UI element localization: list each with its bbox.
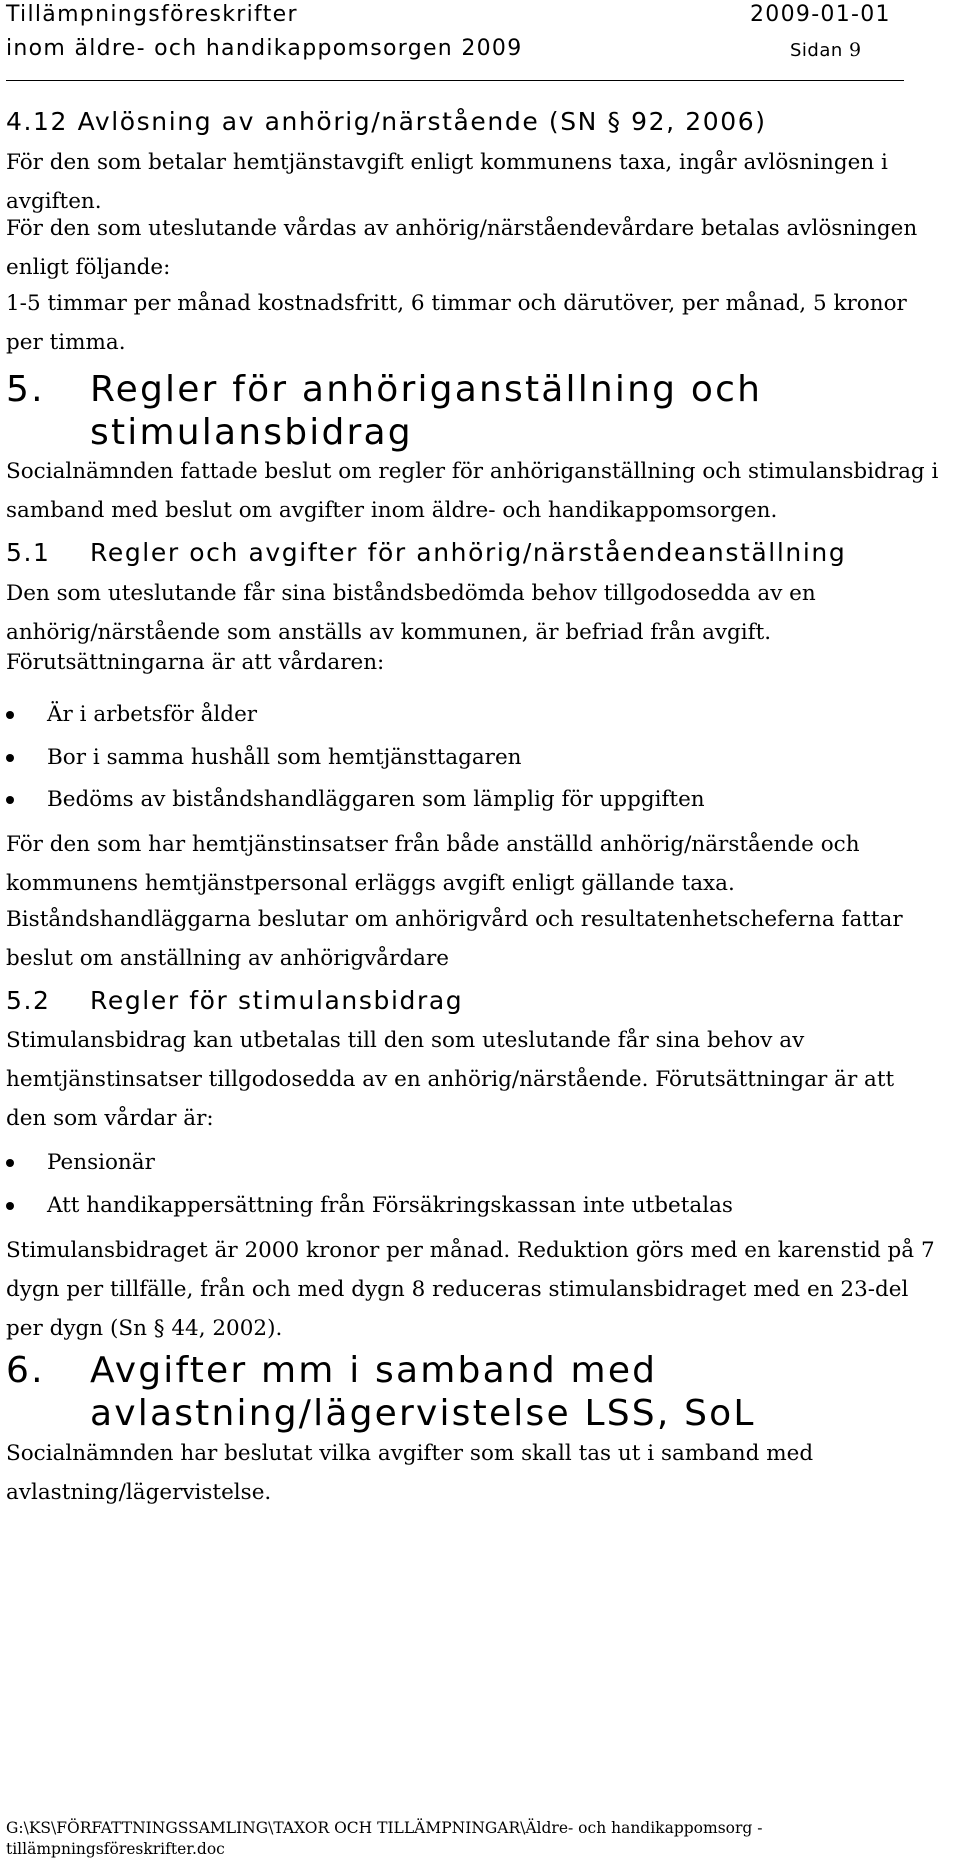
text-line: enligt följande: — [6, 255, 171, 280]
section-number: 5.1 — [6, 538, 51, 567]
bullet-icon — [6, 711, 14, 719]
list-item-text: Bedöms av biståndshandläggaren som lämplig för uppgiften — [47, 787, 705, 812]
text-line: För den som har hemtjänstinsatser från både anställd anhörig/närstående och — [6, 832, 860, 857]
text-line: Socialnämnden har beslutat vilka avgifter som skall tas ut i samband med — [6, 1441, 814, 1466]
text-line: den som vårdar är: — [6, 1106, 214, 1131]
text-line: Stimulansbidrag kan utbetalas till den som uteslutande får sina behov av — [6, 1028, 805, 1053]
text-line: Socialnämnden fattade beslut om regler för anhöriganställning och stimulansbidrag i — [6, 459, 939, 484]
paragraph-5-1-4 — [6, 900, 906, 978]
text-line: Stimulansbidraget är 2000 kronor per månad. Reduktion görs med en karenstid på 7 — [6, 1238, 935, 1263]
list-item-text: Pensionär — [47, 1150, 155, 1175]
page-word: Sidan — [790, 40, 843, 61]
section-heading-6-line2: avlastning/lägervistelse LSS, SoL — [90, 1393, 756, 1434]
paragraph-5-1-2 — [6, 643, 906, 682]
section-heading-5-2 — [6, 988, 463, 1013]
page-number: 9 — [849, 39, 862, 61]
header-date: 2009-01-01 — [750, 2, 891, 27]
text-line: per timma. — [6, 330, 126, 355]
footer-line: tillämpningsföreskrifter.doc — [6, 1840, 225, 1858]
section-number: 5. — [6, 369, 45, 410]
header-divider — [6, 80, 904, 81]
section-title-line1: Avgifter mm i samband med — [90, 1350, 658, 1391]
text-line: För den som uteslutande vårdas av anhörig/närståendevårdare betalas avlösningen — [6, 216, 918, 241]
text-line: samband med beslut om avgifter inom äldre- och handikappomsorgen. — [6, 498, 778, 523]
paragraph-5-2-2 — [6, 1231, 935, 1348]
text-line: hemtjänstinsatser tillgodosedda av en anhörig/närstående. Förutsättningar är att — [6, 1067, 895, 1092]
section-number: 6. — [6, 1350, 45, 1391]
text-line: Den som uteslutande får sina biståndsbedömda behov tillgodosedda av en — [6, 581, 816, 606]
section-heading-4-12: 4.12 Avlösning av anhörig/närstående (SN § 92, 2006) — [6, 107, 767, 136]
bullet-icon — [6, 1159, 14, 1167]
section-title: Regler för stimulansbidrag — [90, 986, 464, 1015]
bullet-icon — [6, 796, 14, 804]
paragraph-6-1 — [6, 1434, 906, 1512]
paragraph-4-12-3 — [6, 284, 906, 362]
footer-path — [6, 1818, 762, 1860]
footer-line: G:\KS\FÖRFATTNINGSSAMLING\TAXOR OCH TILLÄMPNINGAR\Äldre- och handikappomsorg - — [6, 1819, 763, 1837]
text-line: beslut om anställning av anhörigvårdare — [6, 946, 449, 971]
section-number: 5.2 — [6, 986, 51, 1015]
text-line: 1-5 timmar per månad kostnadsfritt, 6 timmar och därutöver, per månad, 5 kronor — [6, 291, 907, 316]
text-line: kommunens hemtjänstpersonal erläggs avgift enligt gällande taxa. — [6, 871, 735, 896]
list-item-text: Bor i samma hushåll som hemtjänsttagaren — [47, 745, 522, 770]
section-heading-6 — [6, 1350, 658, 1391]
paragraph-5-2-1 — [6, 1021, 906, 1138]
text-line: Biståndshandläggarna beslutar om anhörigvård och resultatenhetscheferna fattar — [6, 907, 903, 932]
text-line: anhörig/närstående som anställs av kommunen, är befriad från avgift. — [6, 620, 772, 645]
paragraph-5-1-3 — [6, 825, 906, 903]
paragraph-4-12-2 — [6, 209, 918, 287]
section-heading-5-line2: stimulansbidrag — [90, 412, 413, 453]
text-line: avlastning/lägervistelse. — [6, 1480, 272, 1505]
section-heading-5-1 — [6, 540, 846, 565]
section-title-line1: Regler för anhöriganställning och — [90, 369, 763, 410]
header-page-label — [790, 41, 862, 60]
paragraph-5-1-1 — [6, 574, 906, 652]
header-title: Tillämpningsföreskrifter — [6, 2, 298, 27]
bullet-icon — [6, 1202, 14, 1210]
list-item-text: Att handikappersättning från Försäkringskassan inte utbetalas — [47, 1193, 733, 1218]
section-heading-5 — [6, 369, 763, 410]
list-item-text: Är i arbetsför ålder — [47, 702, 258, 727]
text-line: Förutsättningarna är att vårdaren: — [6, 650, 385, 675]
header-subtitle: inom äldre- och handikappomsorgen 2009 — [6, 36, 523, 61]
bullet-icon — [6, 754, 14, 762]
text-line: dygn per tillfälle, från och med dygn 8 reduceras stimulansbidraget med en 23-del — [6, 1277, 909, 1302]
paragraph-5-1 — [6, 452, 939, 530]
section-title: Regler och avgifter för anhörig/närståendeanställning — [90, 538, 847, 567]
text-line: För den som betalar hemtjänstavgift enligt kommunens taxa, ingår avlösningen i — [6, 150, 888, 175]
text-line: avgiften. — [6, 189, 102, 214]
text-line: per dygn (Sn § 44, 2002). — [6, 1316, 283, 1341]
